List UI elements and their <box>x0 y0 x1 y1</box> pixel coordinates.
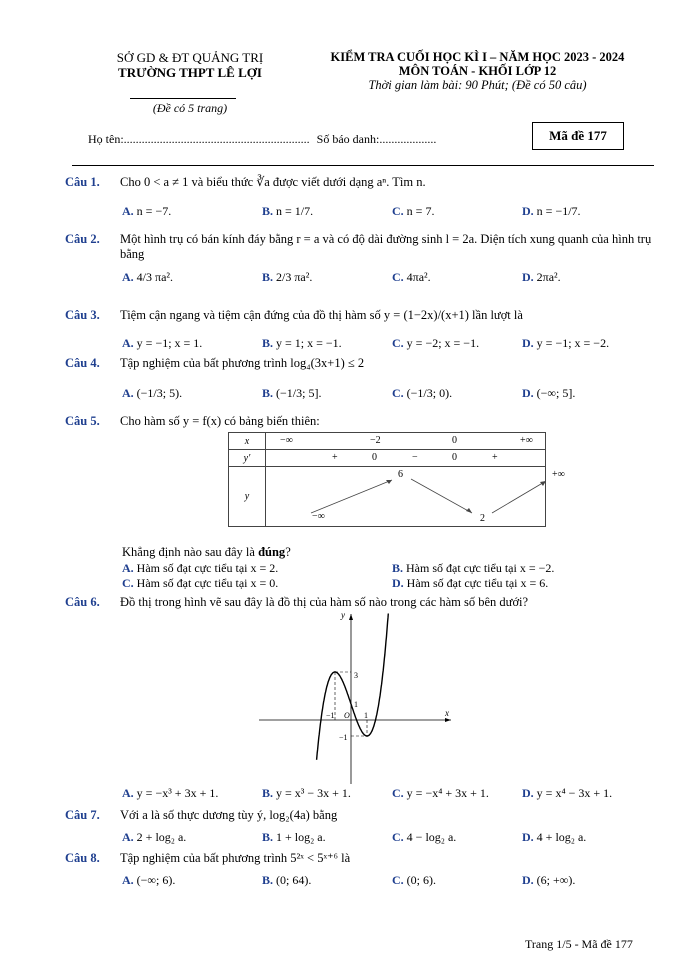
question-8 <box>65 851 351 866</box>
exam-title: KIỂM TRA CUỐI HỌC KÌ I – NĂM HỌC 2023 - 2024 <box>330 50 625 64</box>
department-name: SỞ GD & ĐT QUẢNG TRỊ <box>116 50 264 65</box>
question-text: Tập nghiệm của bất phương trình log₄(3x+1) ≤ 2 <box>120 356 365 370</box>
vt-y-min: 2 <box>480 513 485 524</box>
option-c: C. n = 7. <box>392 204 435 218</box>
subject-title: MÔN TOÁN - KHỐI LỚP 12 <box>398 64 557 78</box>
question-label: Câu 1. <box>65 175 100 189</box>
question-text: Với a là số thực dương tùy ý, log₂(4a) bằng <box>120 808 338 822</box>
question-7 <box>65 808 338 823</box>
question-5-ask: Khẳng định nào sau đây là đúng? <box>122 545 291 559</box>
vt-arrows <box>266 467 546 527</box>
tick-neg1x: −1 <box>326 711 335 720</box>
question-label: Câu 2. <box>65 232 100 246</box>
page-footer: Trang 1/5 - Mã đề 177 <box>525 937 633 951</box>
option-c: C. (0; 6). <box>392 873 436 887</box>
option-d: D. Hàm số đạt cực tiểu tại x = 6. <box>392 576 549 590</box>
question-text: Cho 0 < a ≠ 1 và biểu thức ∛a được viết dưới dạng aⁿ. Tìm n. <box>120 175 426 189</box>
option-d: D. 2πa². <box>522 270 561 284</box>
option-d: D. y = x⁴ − 3x + 1. <box>522 786 613 800</box>
pages-note: (Đề có 5 trang) <box>152 101 228 115</box>
option-c: C. Hàm số đạt cực tiểu tại x = 0. <box>122 576 279 590</box>
option-a: A. 2 + log₂ a. <box>122 830 187 844</box>
name-field: Họ tên:.............................................................. <box>88 132 310 146</box>
option-b: B. 2/3 πa². <box>262 270 313 284</box>
question-label: Câu 5. <box>65 414 100 428</box>
tick-3: 3 <box>354 671 358 680</box>
vt-yp-minus: − <box>412 452 418 463</box>
school-name: TRƯỜNG THPT LÊ LỢI <box>118 65 262 80</box>
question-text: Một hình trụ có bán kính đáy bằng r = a và có độ dài đường sinh l = 2a. Diện tích xung quanh của hình trụ bằng <box>120 232 652 261</box>
id-field: Số báo danh:................... <box>316 132 437 146</box>
option-a: A. 4/3 πa². <box>122 270 173 284</box>
question-label: Câu 6. <box>65 595 100 609</box>
option-d: D. n = −1/7. <box>522 204 581 218</box>
x-axis-label: x <box>445 708 449 718</box>
option-b: B. 1 + log₂ a. <box>262 830 326 844</box>
tick-1y: 1 <box>354 700 358 709</box>
option-a: A. y = −1; x = 1. <box>122 336 203 350</box>
option-b: B. (−1/3; 5]. <box>262 386 322 400</box>
question-2 <box>65 232 655 261</box>
y-axis-label: y <box>341 610 345 620</box>
question-4 <box>65 356 365 371</box>
vt-x-neg2: −2 <box>370 435 381 446</box>
option-c: C. (−1/3; 0). <box>392 386 453 400</box>
vt-yp-plus: + <box>492 452 498 463</box>
option-b: B. (0; 64). <box>262 873 312 887</box>
option-c: C. y = −2; x = −1. <box>392 336 480 350</box>
option-a: A. (−∞; 6). <box>122 873 176 887</box>
vt-yp-plus: + <box>332 452 338 463</box>
question-5 <box>65 414 320 429</box>
option-c: C. 4πa². <box>392 270 431 284</box>
vt-x-label: x <box>229 433 266 450</box>
tick-1x: 1 <box>364 711 368 720</box>
option-c: C. 4 − log₂ a. <box>392 830 457 844</box>
question-text: Cho hàm số y = f(x) có bảng biến thiên: <box>120 414 320 428</box>
vt-y-max: 6 <box>398 469 403 480</box>
option-a: A. n = −7. <box>122 204 172 218</box>
header-left <box>80 50 300 80</box>
question-text: Đồ thị trong hình vẽ sau đây là đồ thị của hàm số nào trong các hàm số bên dưới? <box>120 595 529 609</box>
origin-label: O <box>344 711 350 720</box>
option-d: D. (−∞; 5]. <box>522 386 576 400</box>
vt-x-neg-inf: −∞ <box>280 435 293 446</box>
question-1 <box>65 175 426 190</box>
student-info-row <box>88 132 436 147</box>
option-a: A. Hàm số đạt cực tiểu tại x = 2. <box>122 561 279 575</box>
vt-yp-label: y′ <box>229 450 266 467</box>
header-separator <box>72 165 654 166</box>
vt-y-neg-inf: −∞ <box>312 511 325 522</box>
question-label: Câu 7. <box>65 808 100 822</box>
vt-x-zero: 0 <box>452 435 457 446</box>
question-3 <box>65 308 523 323</box>
divider <box>130 98 236 99</box>
vt-yp-zero: 0 <box>372 452 377 463</box>
option-b: B. n = 1/7. <box>262 204 314 218</box>
option-d: D. 4 + log₂ a. <box>522 830 587 844</box>
duration: Thời gian làm bài: 90 Phút; (Đề có 50 câu) <box>368 78 587 92</box>
option-d: D. (6; +∞). <box>522 873 576 887</box>
question-text: Tiệm cận ngang và tiệm cận đứng của đồ thị hàm số y = (1−2x)/(x+1) lần lượt là <box>120 308 523 322</box>
option-c: C. y = −x⁴ + 3x + 1. <box>392 786 489 800</box>
exam-code-box: Mã đề 177 <box>532 122 624 150</box>
vt-x-pos-inf: +∞ <box>520 435 533 446</box>
function-graph <box>255 610 455 785</box>
question-label: Câu 3. <box>65 308 100 322</box>
vt-yp-zero: 0 <box>452 452 457 463</box>
question-text: Tập nghiệm của bất phương trình 5²ˣ < 5ˣ⁺⁶ là <box>120 851 351 865</box>
option-a: A. (−1/3; 5). <box>122 386 183 400</box>
question-label: Câu 8. <box>65 851 100 865</box>
header-right <box>305 50 650 92</box>
question-label: Câu 4. <box>65 356 100 370</box>
option-a: A. y = −x³ + 3x + 1. <box>122 786 219 800</box>
option-b: B. y = x³ − 3x + 1. <box>262 786 351 800</box>
vt-y-pos-inf: +∞ <box>552 469 565 480</box>
option-b: B. y = 1; x = −1. <box>262 336 342 350</box>
option-d: D. y = −1; x = −2. <box>522 336 610 350</box>
vt-y-label: y <box>229 467 266 527</box>
cubic-curve <box>317 614 389 760</box>
option-b: B. Hàm số đạt cực tiểu tại x = −2. <box>392 561 555 575</box>
question-6 <box>65 595 529 610</box>
variation-table <box>228 432 565 527</box>
tick-neg1y: −1 <box>339 733 348 742</box>
